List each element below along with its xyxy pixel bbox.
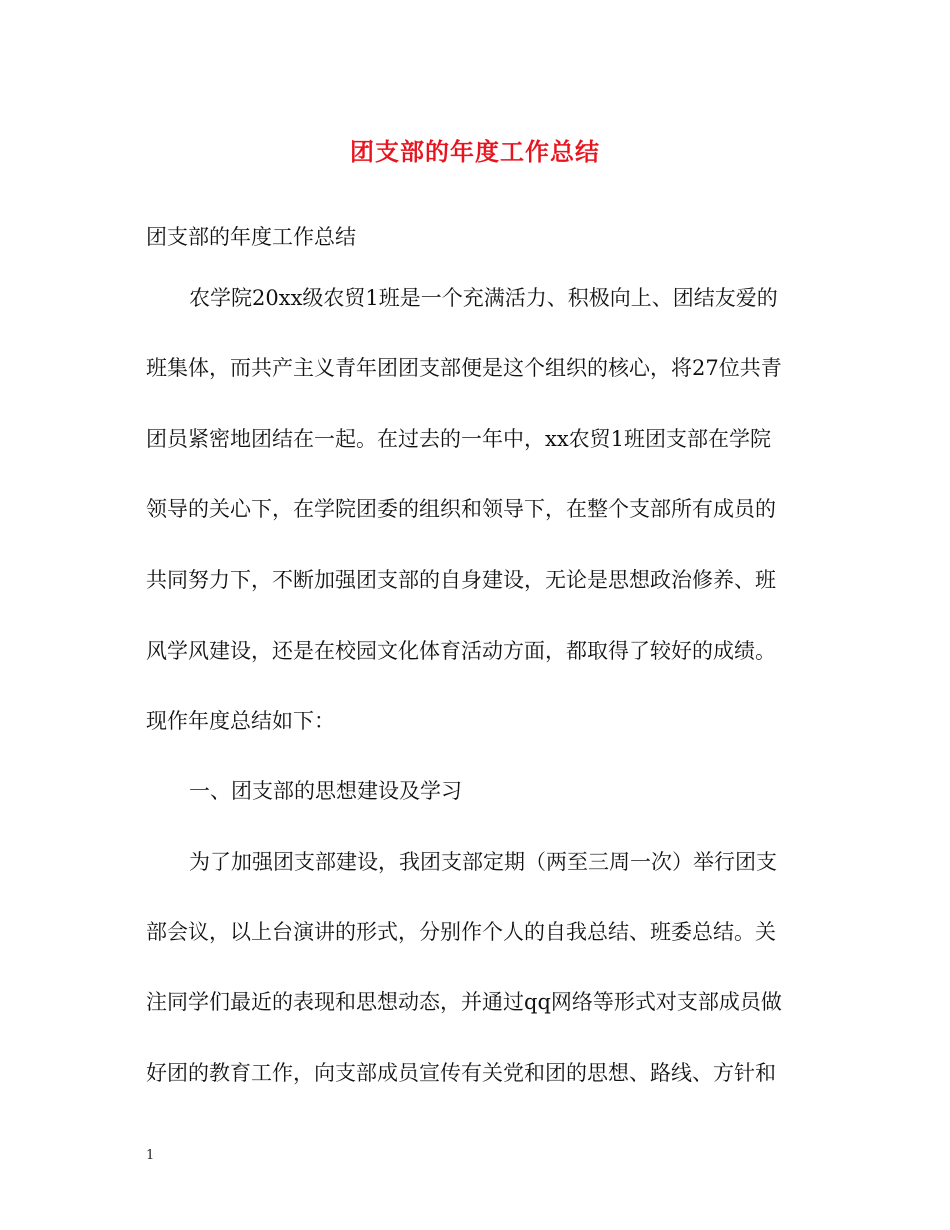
paragraph-line: 现作年度总结如下： bbox=[146, 709, 335, 733]
paragraph-line: 农学院20xx级农贸1班是一个充满活力、积极向上、团结友爱的 bbox=[189, 286, 778, 310]
paragraph-line: 风学风建设，还是在校园文化体育活动方面，都取得了较好的成绩。 bbox=[146, 639, 776, 663]
paragraph-line: 共同努力下，不断加强团支部的自身建设，无论是思想政治修养、班 bbox=[146, 568, 776, 592]
paragraph-line: 团员紧密地团结在一起。在过去的一年中，xx农贸1班团支部在学院 bbox=[146, 427, 772, 451]
paragraph-line: 为了加强团支部建设，我团支部定期（两至三周一次）举行团支 bbox=[189, 850, 777, 874]
paragraph-line: 部会议，以上台演讲的形式，分别作个人的自我总结、班委总结。关 bbox=[146, 920, 776, 944]
document-title: 团支部的年度工作总结 bbox=[350, 137, 600, 166]
paragraph-line: 好团的教育工作，向支部成员宣传有关党和团的思想、路线、方针和 bbox=[146, 1061, 776, 1085]
paragraph-line: 班集体，而共产主义青年团团支部便是这个组织的核心，将27位共青 bbox=[146, 356, 782, 380]
paragraph-line: 领导的关心下，在学院团委的组织和领导下，在整个支部所有成员的 bbox=[146, 497, 776, 521]
page-number: 1 bbox=[146, 1148, 155, 1163]
section-heading: 一、团支部的思想建设及学习 bbox=[189, 779, 462, 803]
paragraph-line: 注同学们最近的表现和思想动态，并通过qq网络等形式对支部成员做 bbox=[146, 990, 782, 1014]
document-subtitle: 团支部的年度工作总结 bbox=[146, 225, 356, 249]
